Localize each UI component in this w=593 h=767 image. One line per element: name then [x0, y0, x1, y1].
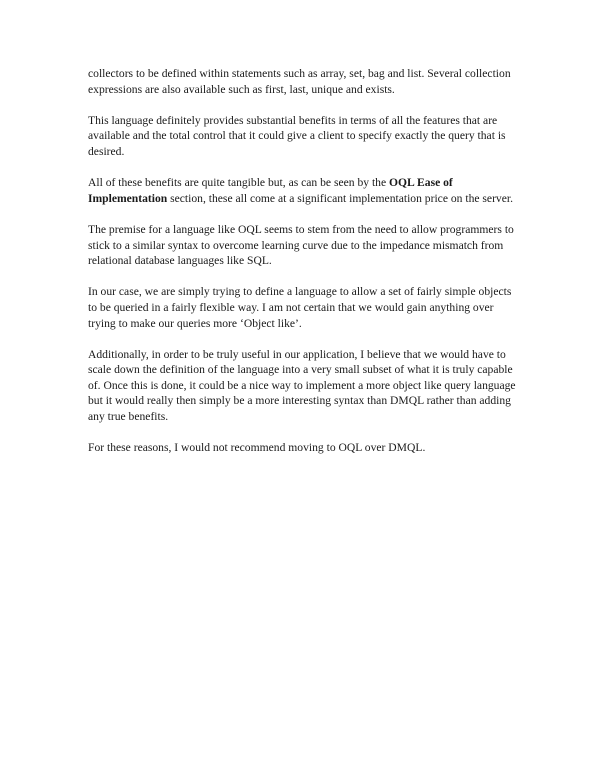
- paragraph-conclusion: For these reasons, I would not recommend moving to OQL over DMQL.: [88, 441, 426, 455]
- paragraph-premise: The premise for a language like OQL seems to stem from the need to allow programmers to stick to a similar syntax to overcome learning curve due to the impedance mismatch from relational database languages like SQL.: [88, 222, 514, 268]
- paragraph-implementation-price: [88, 175, 523, 206]
- paragraph-our-case: In our case, we are simply trying to define a language to allow a set of fairly simple objects to be queried in a fairly flexible way. I am not certain that we would gain anything over trying to make our queries more ‘Object like’.: [88, 285, 512, 330]
- paragraph-additionally: Additionally, in order to be truly useful in our application, I believe that we would have to scale down the definition of the language into a very small subset of what it is truly capable of. Once this is done, it could be a nice way to implement a more object like query language but it would really then simply be a more interesting syntax than DMQL rather than adding any true benefits.: [88, 347, 516, 424]
- paragraph-benefits: This language definitely provides substantial benefits in terms of all the features that are available and the total control that it could give a client to specify exactly the query that is desired.: [88, 113, 506, 158]
- paragraph-text-before: All of these benefits are quite tangible but, as can be seen by the: [88, 176, 390, 190]
- document-body: [88, 66, 523, 471]
- section-reference: OQL Ease of Implementation: [88, 176, 453, 205]
- paragraph-text-after: section, these all come at a significant implementation price on the server.: [167, 191, 513, 205]
- paragraph-collectors: collectors to be defined within statements such as array, set, bag and list. Several collection expressions are also available such as first, last, unique and exists.: [88, 67, 511, 96]
